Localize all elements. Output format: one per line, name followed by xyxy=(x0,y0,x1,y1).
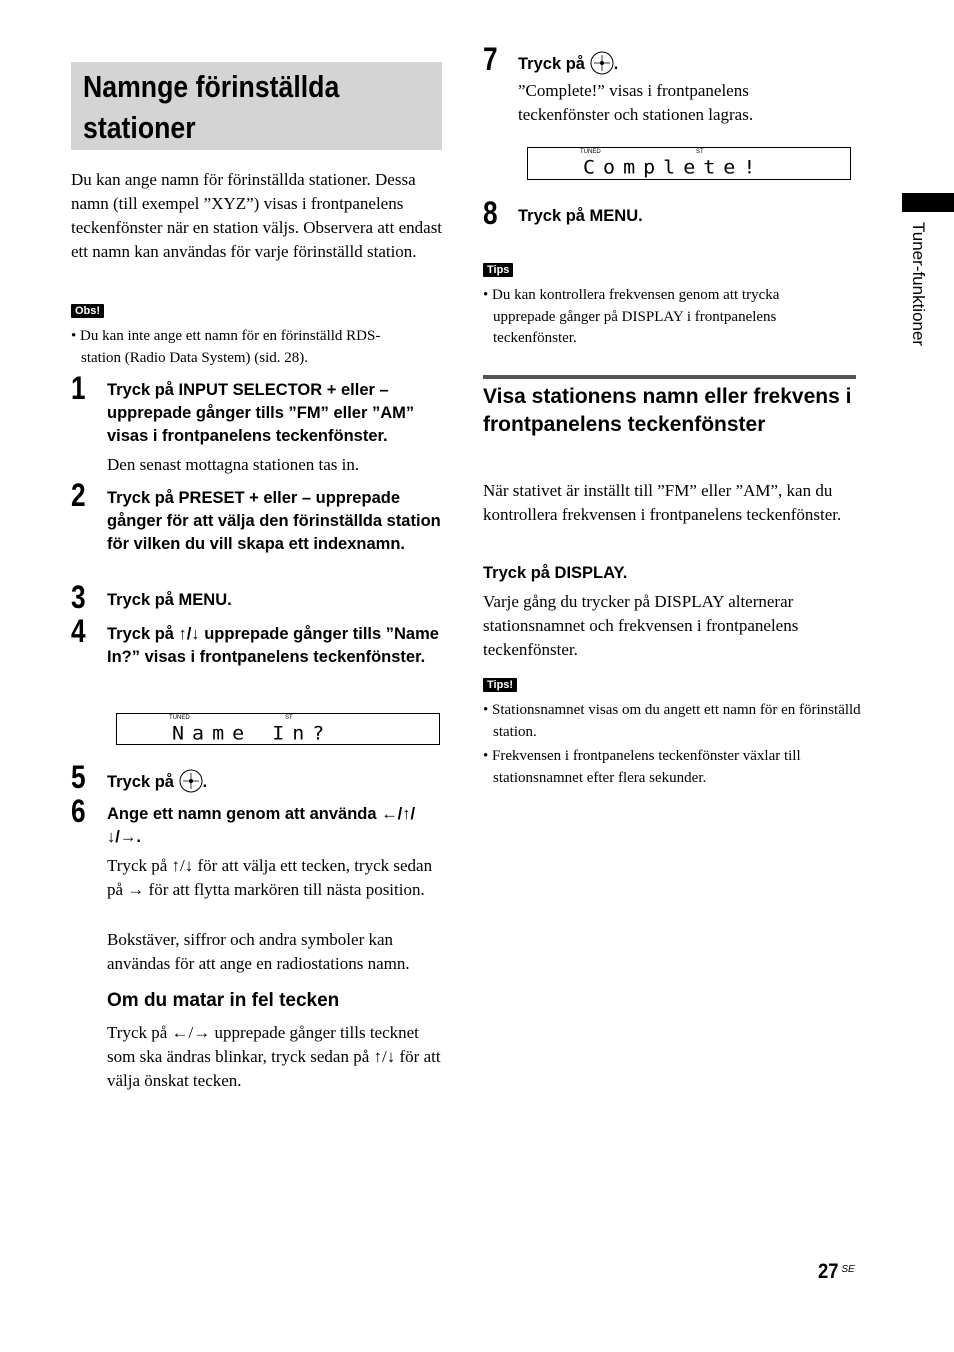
lcd-complete-display xyxy=(527,147,851,180)
lcd-text: Complete! xyxy=(583,155,764,179)
tips-badge: Tips xyxy=(483,263,513,277)
enter-button-icon xyxy=(179,769,203,793)
tips-badge-2: Tips! xyxy=(483,678,517,692)
step-5-label: Tryck på xyxy=(107,773,174,791)
obs-badge: Obs! xyxy=(71,304,104,318)
step-5-suffix: . xyxy=(202,773,208,791)
step-3-text: Tryck på MENU. xyxy=(107,591,232,609)
lcd-name-in-display xyxy=(116,713,440,745)
step-3-number: 3 xyxy=(71,579,86,615)
side-tab-marker xyxy=(902,193,954,212)
step-2-number: 2 xyxy=(71,477,86,513)
section-rule xyxy=(483,375,856,379)
subsection-text: Tryck på ←/→ upprepade gånger tills tecknet som ska ändras blinkar, tryck sedan på ↑/↓ för att välja önskat tecken. xyxy=(107,1023,441,1090)
step-6-text: Ange ett namn genom att använda ←/↑/↓/→. xyxy=(107,805,416,846)
step-4-text: Tryck på ↑/↓ upprepade gånger tills ”Name In?” visas i frontpanelens teckenfönster. xyxy=(107,625,439,666)
tips-note: • Du kan kontrollera frekvensen genom att trycka upprepade gånger på DISPLAY i frontpanelens teckenfönster. xyxy=(483,287,780,346)
page-number-suffix: SE xyxy=(841,1264,855,1275)
step-2-text: Tryck på PRESET + eller – upprepade gånger för att välja den förinställda station för vilken du vill skapa ett indexnamn. xyxy=(107,489,441,553)
step-5-text xyxy=(107,769,447,794)
step-7-label: Tryck på xyxy=(518,55,585,73)
page-number-value: 27 xyxy=(818,1260,839,1283)
side-tab-label: Tuner-funktioner xyxy=(909,222,928,347)
step-6-desc: Tryck på ↑/↓ för att välja ett tecken, tryck sedan på → för att flytta markören till nästa position. xyxy=(107,856,433,899)
step-5-number: 5 xyxy=(71,759,86,795)
lcd-tuned-indicator: TUNED xyxy=(169,715,190,721)
section-desc: Varje gång du trycker på DISPLAY alternerar stationsnamnet och frekvensen i frontpanelens teckenfönster. xyxy=(483,592,799,659)
page-number xyxy=(818,1258,855,1284)
tips-item-2: • Frekvensen i frontpanelens teckenfönster växlar till stationsnamnet efter flera sekunder. xyxy=(483,748,801,786)
title-box xyxy=(71,62,442,150)
step-8-number: 8 xyxy=(483,195,498,231)
step-1-desc: Den senast mottagna stationen tas in. xyxy=(107,455,360,474)
step-4-number: 4 xyxy=(71,613,86,649)
step-7-text xyxy=(518,51,858,76)
tips-item-1: • Stationsnamnet visas om du angett ett namn för en förinställd station. xyxy=(483,702,861,740)
step-7-desc: ”Complete!” visas i frontpanelens teckenfönster och stationen lagras. xyxy=(518,81,754,124)
lcd-text: Name In? xyxy=(172,721,333,745)
lcd-st-indicator: ST xyxy=(285,715,293,721)
lcd-tuned-indicator: TUNED xyxy=(580,149,601,155)
lcd-st-indicator: ST xyxy=(696,149,704,155)
step-6-desc2: Bokstäver, siffror och andra symboler kan användas för att ange en radiostations namn. xyxy=(107,930,410,973)
step-1-number: 1 xyxy=(71,370,86,406)
step-7-suffix: . xyxy=(613,55,619,73)
section-heading: Visa stationens namn eller frekvens i frontpanelens teckenfönster xyxy=(483,385,852,436)
section-step: Tryck på DISPLAY. xyxy=(483,564,628,582)
step-6-number: 6 xyxy=(71,793,86,829)
step-8-text: Tryck på MENU. xyxy=(518,207,643,225)
intro-paragraph: Du kan ange namn för förinställda stationer. Dessa namn (till exempel ”XYZ”) visas i frontpanelens teckenfönster när en station väljs. Observera att endast ett namn kan användas för varje förinställd station. xyxy=(71,170,443,261)
obs-note: • Du kan inte ange ett namn för en förinställd RDS-station (Radio Data System) (sid. 28). xyxy=(71,328,381,366)
section-intro: När stativet är inställt till ”FM” eller ”AM”, kan du kontrollera frekvensen i frontpanelens teckenfönster. xyxy=(483,481,842,524)
step-1-text: Tryck på INPUT SELECTOR + eller – upprepade gånger tills ”FM” eller ”AM” visas i frontpanelens teckenfönster. xyxy=(107,381,415,445)
subsection-heading: Om du matar in fel tecken xyxy=(107,990,340,1011)
enter-button-icon xyxy=(590,51,614,75)
page-title: Namnge förinställda stationer xyxy=(83,69,340,145)
step-7-number: 7 xyxy=(483,41,498,77)
